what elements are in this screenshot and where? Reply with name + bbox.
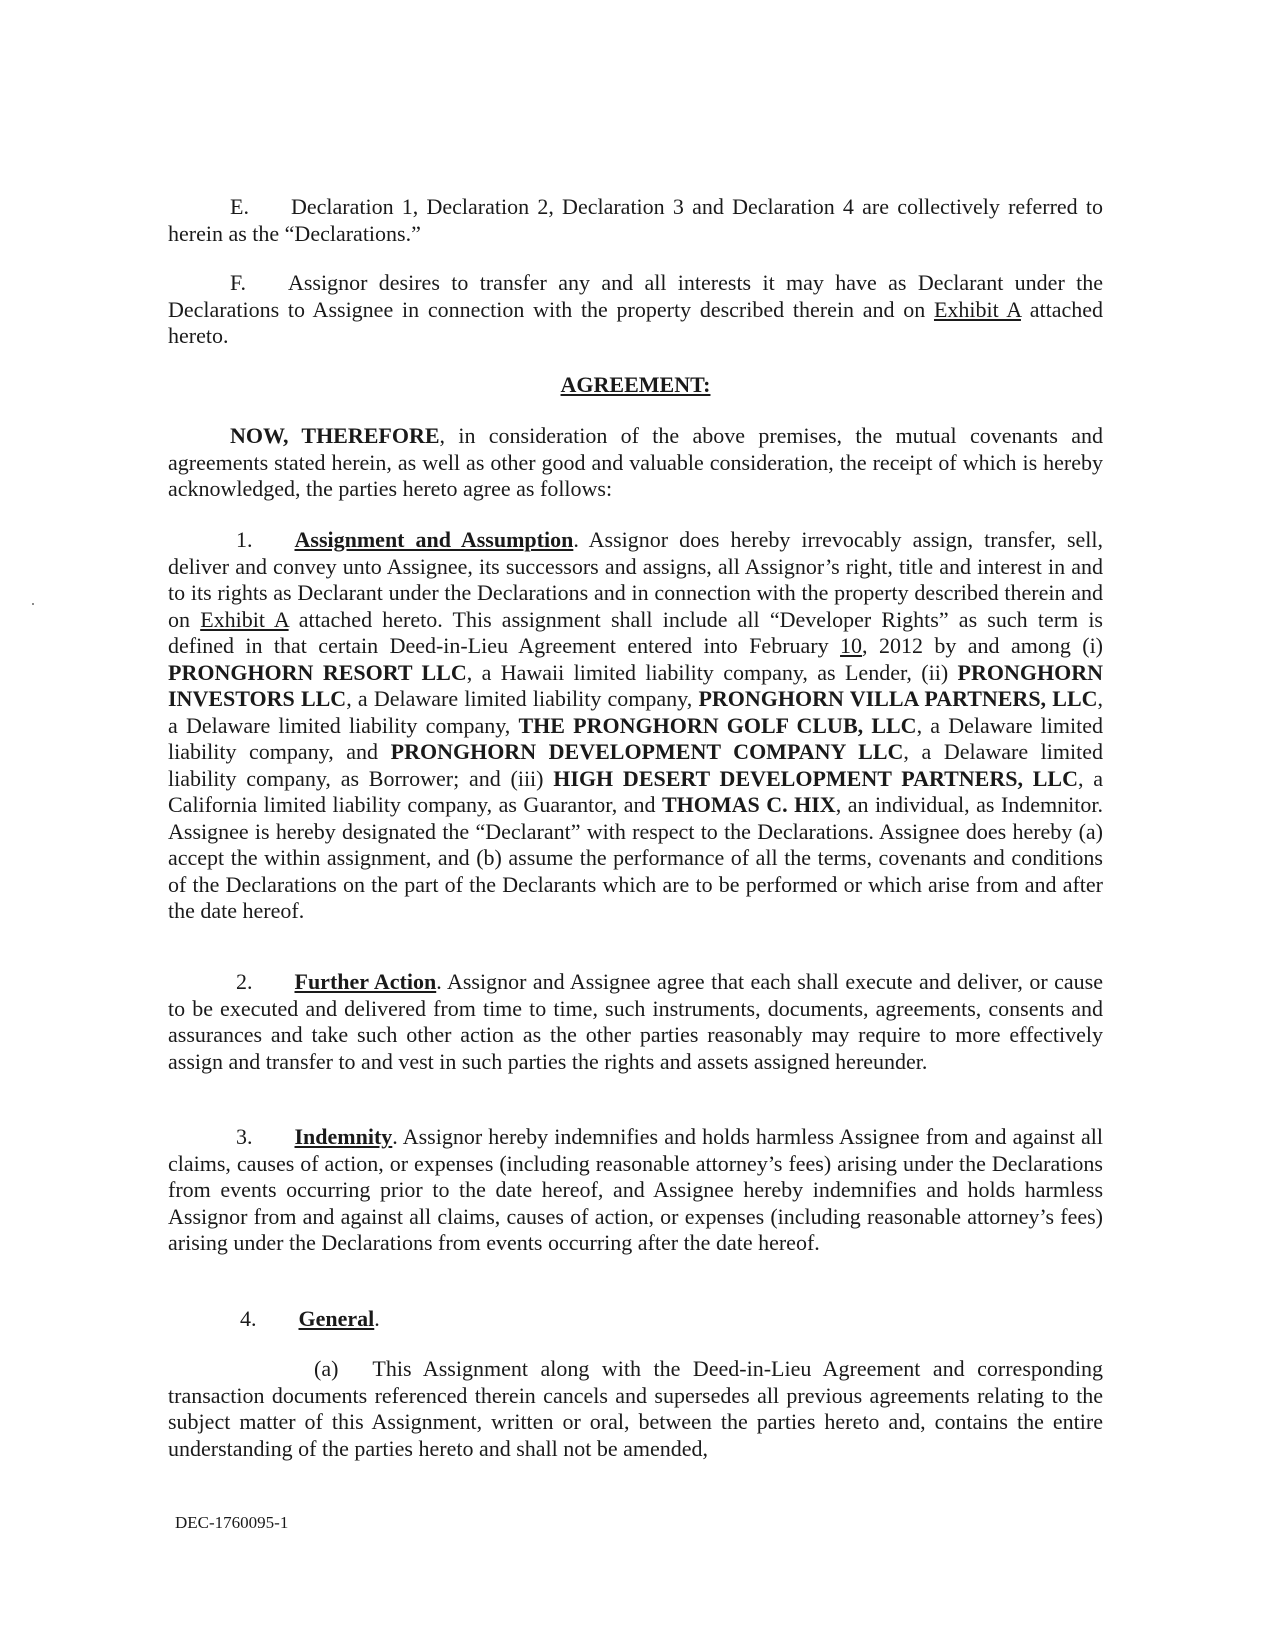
agreement-heading: AGREEMENT: [560,372,711,397]
subsection-a-text: This Assignment along with the Deed-in-Lieu Agreement and corresponding transaction documents referenced therein cancels and supersedes all previous agreements relating to the subject matter of this Assignment, written or oral, between the parties hereto and, contains the entire understanding of the parties hereto and shall not be amended, [168,1356,1103,1461]
section-1-text: attached hereto. This assignment shall include all “Developer Rights” as such term is defined in that certain Deed-in-Lieu Agreement entered into February [168,606,1103,658]
section-1-text: , a Delaware limited liability company, [346,686,699,711]
section-2-text: . Assignor and Assignee agree that each shall execute and deliver, or cause to be executed and delivered from time to time, such instruments, documents, agreements, consents and assurances and take such other action as the other parties reasonably may require to more effectively assign and transfer to and vest in such parties the rights and assets assigned hereunder. [168,969,1103,1074]
section-4-title: General [298,1306,375,1331]
recital-f-letter: F. [230,270,246,295]
section-4-number: 4. [240,1306,257,1331]
section-2 [168,969,1103,1075]
party-name: PRONGHORN RESORT LLC [168,659,467,685]
exhibit-a-reference: Exhibit A [933,296,1021,322]
section-3-text: . Assignor hereby indemnifies and holds harmless Assignee from and against all claims, causes of action, or expenses (including reasonable attorney’s fees) arising under the Declarations from events occurring prior to the date hereof, and Assignee hereby indemnifies and holds harmless Assignor from and against all claims, causes of action, or expenses (including reasonable attorney’s fees) arising under the Declarations from events occurring after the date hereof. [168,1124,1103,1255]
party-name: HIGH DESERT DEVELOPMENT PARTNERS, LLC [553,765,1078,791]
exhibit-a-reference: Exhibit A [200,606,289,632]
preamble-lead: NOW, THEREFORE [230,423,440,448]
section-2-title: Further Action [294,969,437,994]
section-1-text: , an individual, as Indemnitor. Assignee is hereby designated the “Declarant” with respect to the Declarations. Assignee does hereby (a) accept the within assignment, and (b) assume the performance of all the terms, covenants and conditions of the Declarations on the part of the Declarants which are to be performed or which arise from and after the date hereof. [168,792,1103,923]
recital-e [168,194,1103,247]
section-3-number: 3. [236,1124,253,1149]
section-2-number: 2. [236,969,253,994]
handwritten-day: 10 [840,633,863,658]
party-name: PRONGHORN INVESTORS LLC [168,659,1103,711]
party-name: THOMAS C. HIX [661,792,836,817]
recital-e-text: Declaration 1, Declaration 2, Declaration 3 and Declaration 4 are collectively referred to herein as the “Declarations.” [168,194,1103,246]
preamble-text: , in consideration of the above premises, the mutual covenants and agreements stated herein, as well as other good and valuable consideration, the receipt of which is hereby acknowledged, the parties hereto agree as follows: [168,423,1104,501]
section-4-heading [168,1306,1103,1333]
recital-f-text-end: attached hereto. [168,296,1103,348]
section-1-number: 1. [236,527,253,552]
section-1 [168,527,1103,925]
section-1-text: , a California limited liability company, as Guarantor, and [168,765,1103,817]
section-1-text: , 2012 by and among (i) [862,633,1104,658]
section-1-text: , a Delaware limited liability company, [168,686,1104,738]
party-name: PRONGHORN DEVELOPMENT COMPANY LLC [390,739,904,764]
section-1-text: . Assignor does hereby irrevocably assign, transfer, sell, deliver and convey unto Assignee, its successors and assigns, all Assignor’s right, title and interest in and to its rights as Declarant under the Declarations and in connection with the property described therein and on [168,527,1103,632]
section-1-text: , a Delaware limited liability company, and [168,712,1104,764]
section-1-text: , a Delaware limited liability company, as Borrower; and (iii) [168,739,1103,791]
section-1-text: , a Hawaii limited liability company, as Lender, (ii) [466,659,958,685]
subsection-a-label: (a) [314,1356,339,1381]
recital-f-text: Assignor desires to transfer any and all interests it may have as Declarant under the Declarations to Assignee in connection with the property described therein and on [168,270,1103,322]
party-name: THE PRONGHORN GOLF CLUB, LLC [518,712,917,738]
section-4-subsection-a [168,1356,1103,1462]
section-3-title: Indemnity [294,1124,393,1149]
party-name: PRONGHORN VILLA PARTNERS, LLC [698,686,1098,711]
section-1-title: Assignment and Assumption [294,527,574,552]
section-4-title-suffix: . [374,1306,380,1331]
recital-e-letter: E. [230,194,249,219]
preamble [168,423,1103,503]
recital-f [168,270,1103,350]
scan-speck [32,603,34,605]
document-id-footer: DEC-1760095-1 [175,1513,289,1532]
section-3 [168,1124,1103,1257]
